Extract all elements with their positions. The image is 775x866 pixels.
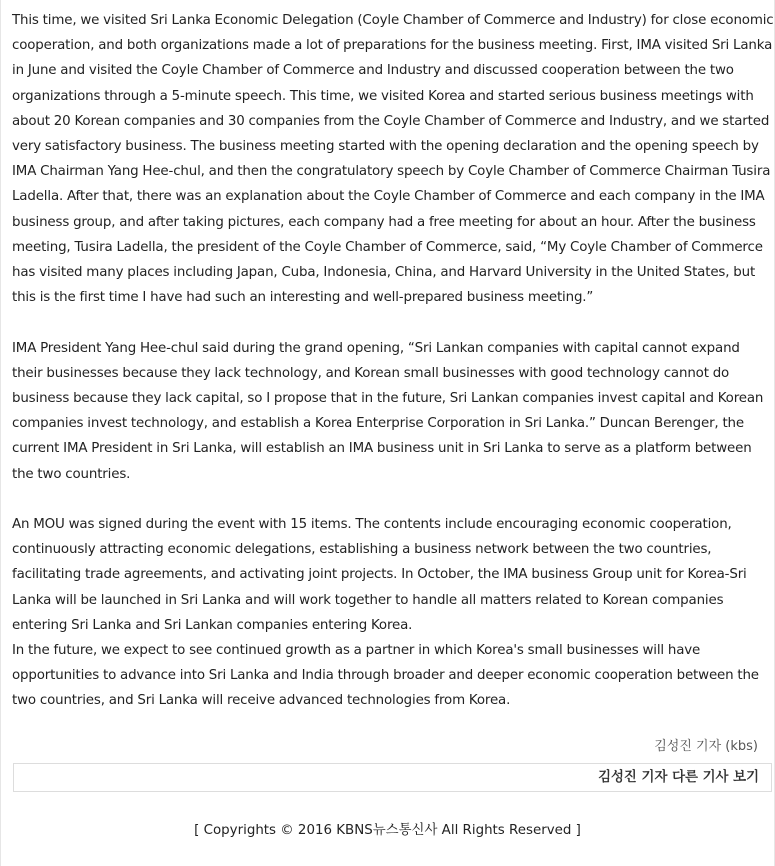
- article-body: [12, 8, 774, 714]
- article-paragraph-1: This time, we visited Sri Lanka Economic Delegation (Coyle Chamber of Commerce and Industry) for close economic cooperation, and both organizations made a lot of preparations for the business meeting. First, IMA visited Sri Lanka in June and visited the Coyle Chamber of Commerce and Industry and discussed cooperation between the two organizations through a 5-minute speech. This time, we visited Korea and started serious business meetings with about 20 Korean companies and 30 companies from the Coyle Chamber of Commerce and Industry, and we started very satisfactory business. The business meeting started with the opening declaration and the opening speech by IMA Chairman Yang Hee-chul, and then the congratulatory speech by Coyle Chamber of Commerce Chairman Tusira Ladella. After that, there was an explanation about the Coyle Chamber of Commerce and each company in the IMA business group, and after taking pictures, each company had a free meeting for about an hour. After the business meeting, Tusira Ladella, the president of the Coyle Chamber of Commerce, said, “My Coyle Chamber of Commerce has visited many places including Japan, Cuba, Indonesia, China, and Harvard University in the United States, but this is the first time I have had such an interesting and well-prepared business meeting.”: [12, 13, 774, 306]
- more-articles-link[interactable]: 김성진 기자 다른 기사 보기: [598, 770, 759, 785]
- more-articles-box: [13, 763, 772, 792]
- article-paragraph-3: An MOU was signed during the event with 15 items. The contents include encouraging economic cooperation, continuously attracting economic delegations, establishing a business network between the two countries, facilitating trade agreements, and activating joint projects. In October, the IMA business Group unit for Korea-Sri Lanka will be launched in Sri Lanka and will work together to handle all matters related to Korean companies entering Sri Lanka and Sri Lankan companies entering Korea.: [12, 517, 747, 633]
- article-paragraph-2: IMA President Yang Hee-chul said during the grand opening, “Sri Lankan companies with capital cannot expand their businesses because they lack technology, and Korean small businesses with good technology cannot do business because they lack capital, so I propose that in the future, Sri Lankan companies invest capital and Korean companies invest technology, and establish a Korea Enterprise Corporation in Sri Lanka.” Duncan Berenger, the current IMA President in Sri Lanka, will establish an IMA business unit in Sri Lanka to serve as a platform between the two countries.: [12, 340, 764, 482]
- paragraph-spacer: [12, 310, 774, 335]
- copyright-notice: [ Copyrights © 2016 KBNS뉴스통신사 All Rights Reserved ]: [194, 823, 581, 838]
- author-byline: 김성진 기자 (kbs): [654, 739, 758, 754]
- article-paragraph-4: In the future, we expect to see continued growth as a partner in which Korea's small businesses will have opportunities to advance into Sri Lanka and India through broader and deeper economic cooperation between the two countries, and Sri Lanka will receive advanced technologies from Korea.: [12, 643, 759, 709]
- paragraph-spacer: [12, 487, 774, 512]
